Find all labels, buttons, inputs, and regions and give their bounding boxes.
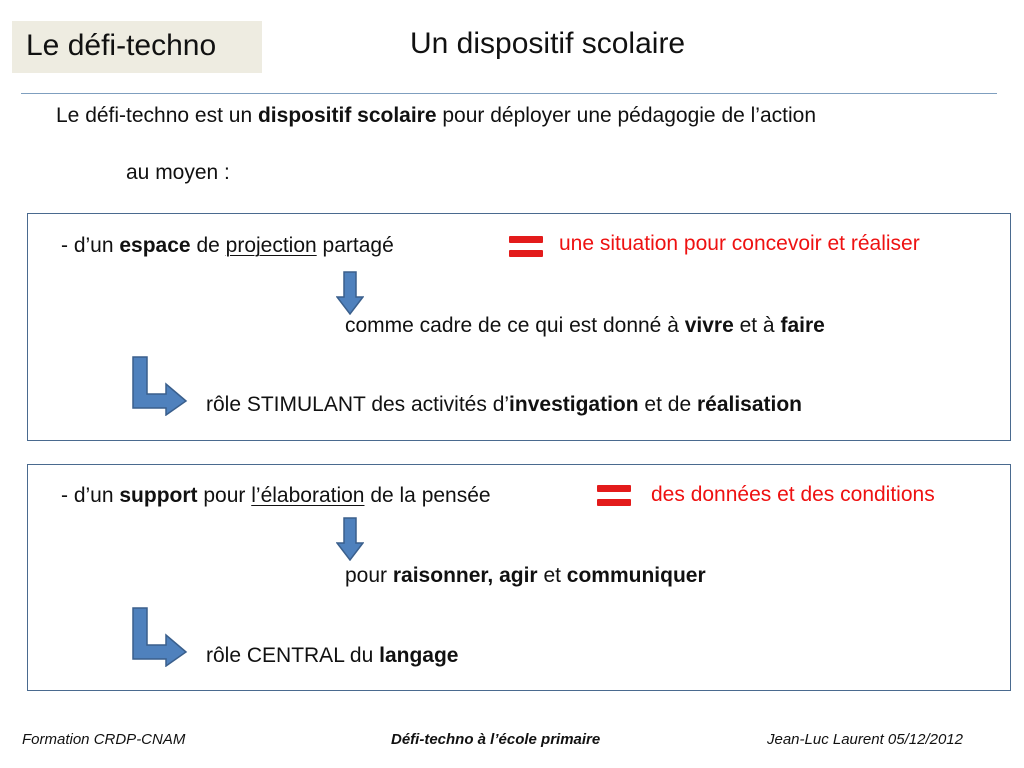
block2-keyword: communiquer bbox=[566, 564, 706, 587]
block2-text: et bbox=[537, 564, 567, 587]
block1-text: de bbox=[190, 234, 226, 257]
block1-text: rôle STIMULANT des activités d’ bbox=[206, 393, 510, 416]
intro-bold-term: dispositif scolaire bbox=[257, 104, 437, 127]
title-badge bbox=[12, 21, 262, 73]
down-arrow-icon bbox=[336, 517, 364, 561]
block1-lead bbox=[61, 234, 394, 258]
block2-text: de la pensée bbox=[364, 484, 491, 507]
block2-equivalence: des données et des conditions bbox=[651, 483, 935, 506]
block2-text: rôle CENTRAL du bbox=[206, 644, 380, 667]
down-arrow-icon bbox=[336, 271, 364, 315]
block2-keyword: langage bbox=[379, 644, 459, 667]
block2-text: pour bbox=[197, 484, 252, 507]
intro-line-2: au moyen : bbox=[126, 161, 230, 184]
block1-keyword: investigation bbox=[509, 393, 639, 416]
block2-text: pour bbox=[345, 564, 393, 587]
footer-left: Formation CRDP-CNAM bbox=[22, 731, 186, 748]
title-badge-text: Le défi-techno bbox=[26, 29, 217, 62]
intro-text: pour déployer une pédagogie de l’action bbox=[436, 104, 817, 127]
block1-text: partagé bbox=[316, 234, 394, 257]
block2-keyword: support bbox=[119, 484, 198, 507]
intro-line-1 bbox=[56, 104, 816, 128]
block2-text: - d’un bbox=[61, 484, 120, 507]
block1-line-2 bbox=[345, 314, 825, 338]
slide-title: Un dispositif scolaire bbox=[410, 27, 686, 60]
equals-sign-icon bbox=[597, 485, 631, 509]
equals-sign-icon bbox=[509, 236, 543, 260]
block2-underlined-term: l’élaboration bbox=[251, 484, 365, 507]
block1-keyword: réalisation bbox=[696, 393, 803, 416]
block1-text: et à bbox=[733, 314, 781, 337]
block2-line-2 bbox=[345, 564, 706, 588]
block1-keyword: vivre bbox=[684, 314, 734, 337]
block1-text: et de bbox=[638, 393, 697, 416]
corner-arrow-icon bbox=[130, 607, 188, 667]
block1-keyword: faire bbox=[780, 314, 825, 337]
block2-lead bbox=[61, 484, 491, 508]
footer-right: Jean-Luc Laurent 05/12/2012 bbox=[767, 731, 963, 748]
block2-line-3 bbox=[206, 644, 458, 668]
footer-center: Défi-techno à l’école primaire bbox=[391, 731, 601, 748]
block1-text: comme cadre de ce qui est donné à bbox=[345, 314, 685, 337]
block1-line-3 bbox=[206, 393, 802, 417]
block1-underlined-term: projection bbox=[225, 234, 317, 257]
block1-text: - d’un bbox=[61, 234, 120, 257]
block2-keyword: raisonner, agir bbox=[392, 564, 538, 587]
block1-equivalence: une situation pour concevoir et réaliser bbox=[559, 232, 920, 255]
block1-keyword: espace bbox=[119, 234, 191, 257]
title-divider bbox=[21, 93, 997, 94]
corner-arrow-icon bbox=[130, 356, 188, 416]
intro-text: Le défi-techno est un bbox=[56, 104, 258, 127]
